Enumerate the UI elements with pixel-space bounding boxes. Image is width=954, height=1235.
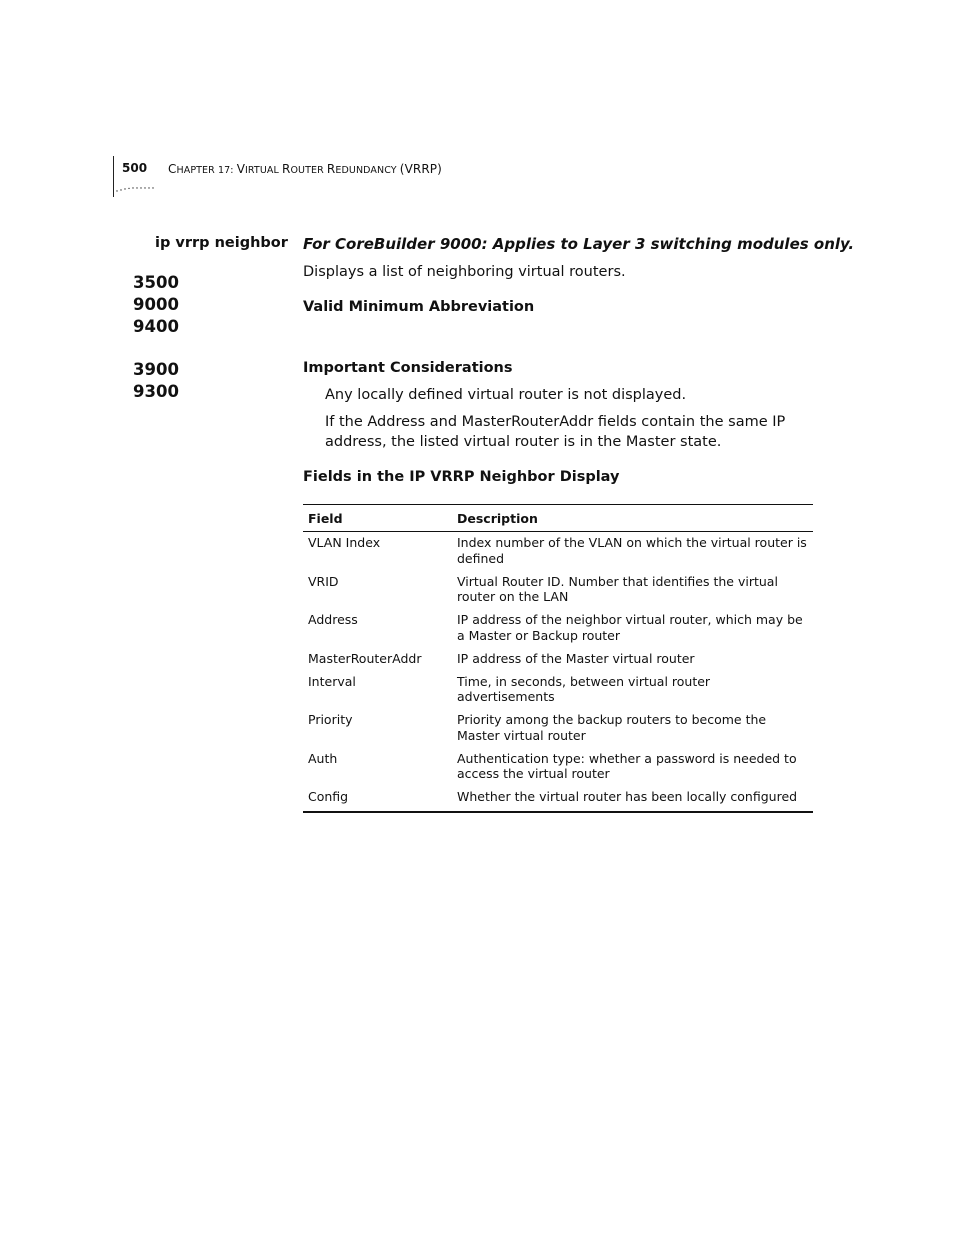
field-description: IP address of the Master virtual router (457, 650, 695, 666)
table-row (303, 786, 813, 809)
platform-number: 9300 (133, 382, 179, 401)
abbreviation-heading: Valid Minimum Abbreviation (303, 299, 535, 315)
field-name: Priority (308, 712, 353, 727)
platform-number: 9000 (133, 295, 179, 314)
command-name: ip vrrp neighbor (155, 235, 288, 251)
description: Displays a list of neighboring virtual routers. (303, 264, 626, 280)
column-header-field: Field (308, 510, 343, 526)
chapter-title: CHAPTER 17: VIRTUAL ROUTER REDUNDANCY (VRRP) (168, 162, 442, 176)
applies-note: For CoreBuilder 9000: Applies to Layer 3 switching modules only. (303, 235, 855, 253)
column-header-description: Description (457, 510, 538, 526)
header-rule (113, 156, 114, 197)
consideration-item: Any locally defined virtual router is not displayed. (325, 387, 687, 403)
field-name: VLAN Index (308, 535, 381, 550)
table-row (303, 532, 813, 571)
field-description: Index number of the VLAN on which the virtual router is defined (457, 535, 807, 566)
table-row (303, 709, 813, 748)
consideration-item: If the Address and MasterRouterAddr fields contain the same IP address, the listed virtual router is in the Master state. (325, 414, 786, 450)
field-description: Virtual Router ID. Number that identifies the virtual router on the LAN (457, 573, 778, 604)
field-description: Priority among the backup routers to become the Master virtual router (457, 712, 767, 743)
page-number: 500 (122, 161, 148, 175)
table-header (303, 505, 813, 532)
table-bottom-rule (303, 811, 813, 813)
field-name: Interval (308, 673, 356, 689)
platform-list-1 (133, 272, 179, 338)
table-row (303, 748, 813, 787)
field-name: Config (308, 789, 349, 804)
table-row (303, 609, 813, 648)
table-row (303, 648, 813, 671)
field-name: Address (308, 612, 358, 627)
field-description: Time, in seconds, between virtual router advertisements (457, 673, 711, 704)
platform-number: 3500 (133, 273, 179, 292)
field-name: VRID (308, 573, 339, 589)
table-row (303, 671, 813, 710)
field-description: IP address of the neighbor virtual router, which may be a Master or Backup router (457, 612, 803, 643)
platform-number: 9400 (133, 317, 179, 336)
fields-table (303, 504, 813, 813)
field-description: Authentication type: whether a password is needed to access the virtual router (457, 750, 797, 781)
field-name: MasterRouterAddr (308, 650, 422, 666)
platform-number: 3900 (133, 360, 179, 379)
field-name: Auth (308, 750, 338, 766)
field-description: Whether the virtual router has been locally configured (457, 789, 798, 804)
header-dotted-decoration (115, 186, 155, 192)
table-row (303, 571, 813, 610)
fields-heading: Fields in the IP VRRP Neighbor Display (303, 469, 620, 485)
platform-list-2 (133, 359, 179, 403)
considerations-heading: Important Considerations (303, 360, 513, 376)
